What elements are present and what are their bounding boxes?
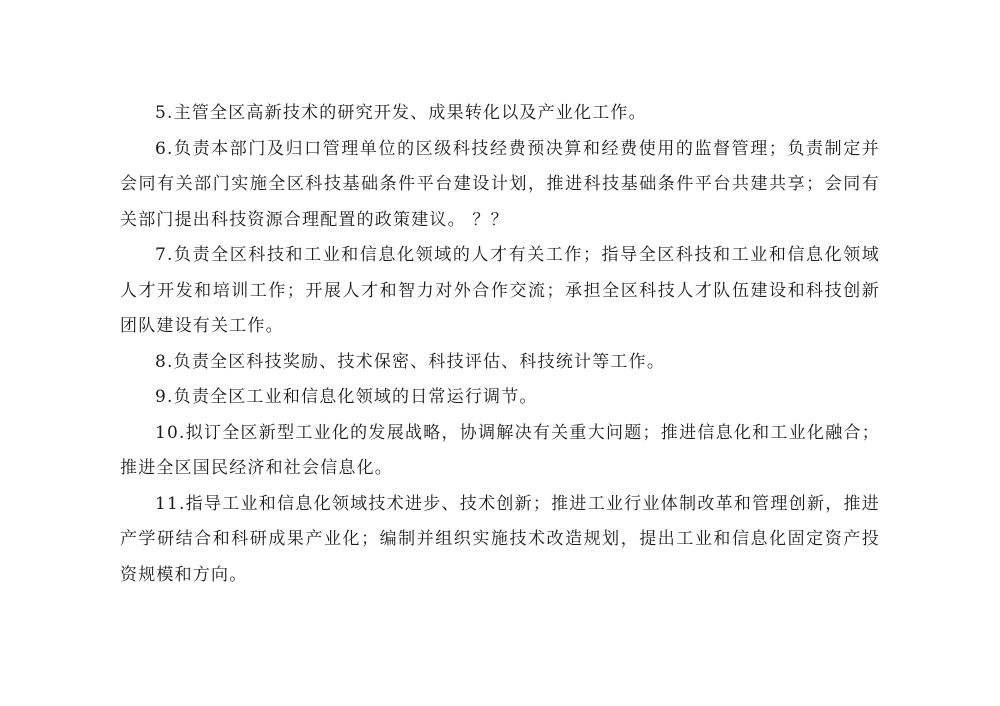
paragraph-item-10: 10.拟订全区新型工业化的发展战略，协调解决有关重大问题；推进信息化和工业化融合；推进全区国民经济和社会信息化。 xyxy=(120,422,880,478)
document-body xyxy=(120,96,880,593)
paragraph-item-6: 6.负责本部门及归口管理单位的区级科技经费预决算和经费使用的监督管理；负责制定并会同有关部门实施全区科技基础条件平台建设计划，推进科技基础条件平台共建共享；会同有关部门提出科技资源合理配置的政策建议。 ？？ xyxy=(120,138,880,230)
paragraph-item-11: 11.指导工业和信息化领域技术进步、技术创新；推进工业行业体制改革和管理创新，推进产学研结合和科研成果产业化；编制并组织实施技术改造规划，提出工业和信息化固定资产投资规模和方向。 xyxy=(120,493,880,585)
paragraph-item-9: 9.负责全区工业和信息化领域的日常运行调节。 xyxy=(155,387,538,407)
paragraph-item-5: 5.主管全区高新技术的研究开发、成果转化以及产业化工作。 xyxy=(155,103,647,123)
paragraph-item-8: 8.负责全区科技奖励、技术保密、科技评估、科技统计等工作。 xyxy=(155,351,666,372)
paragraph-item-7: 7.负责全区科技和工业和信息化领域的人才有关工作；指导全区科技和工业和信息化领域人才开发和培训工作；开展人才和智力对外合作交流；承担全区科技人才队伍建设和科技创新团队建设有关工作。 xyxy=(120,245,880,336)
